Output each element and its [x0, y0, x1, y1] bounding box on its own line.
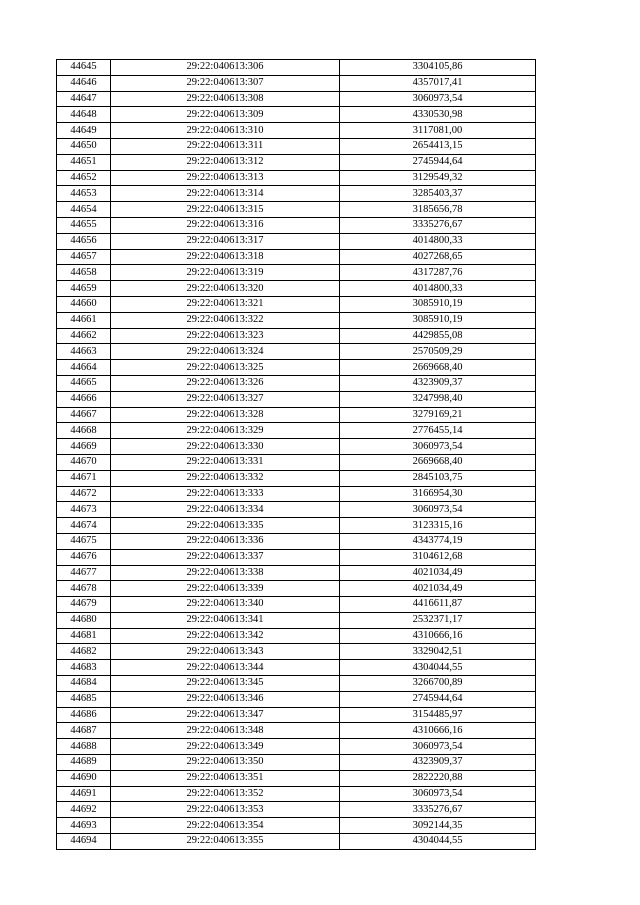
cadastral-number-cell: 29:22:040613:323 [111, 328, 340, 344]
cadastral-value-cell: 4323909,37 [340, 755, 536, 771]
table-row [57, 233, 536, 249]
table-row [57, 423, 536, 439]
cadastral-value-cell: 4310666,16 [340, 723, 536, 739]
cadastral-value-cell: 2570509,29 [340, 344, 536, 360]
table-row [57, 265, 536, 281]
table-row [57, 439, 536, 455]
cadastral-value-cell: 3060973,54 [340, 786, 536, 802]
row-number-cell: 44653 [57, 186, 111, 202]
table-row [57, 123, 536, 139]
cadastral-number-cell: 29:22:040613:338 [111, 565, 340, 581]
row-number-cell: 44651 [57, 154, 111, 170]
cadastral-number-cell: 29:22:040613:329 [111, 423, 340, 439]
table-row [57, 249, 536, 265]
cadastral-number-cell: 29:22:040613:348 [111, 723, 340, 739]
row-number-cell: 44674 [57, 518, 111, 534]
cadastral-number-cell: 29:22:040613:319 [111, 265, 340, 281]
row-number-cell: 44659 [57, 281, 111, 297]
cadastral-number-cell: 29:22:040613:327 [111, 391, 340, 407]
table-row [57, 486, 536, 502]
cadastral-value-cell: 3123315,16 [340, 518, 536, 534]
row-number-cell: 44682 [57, 644, 111, 660]
cadastral-value-cell: 4323909,37 [340, 375, 536, 391]
table-row [57, 91, 536, 107]
table-row [57, 707, 536, 723]
table-row [57, 723, 536, 739]
table-row [57, 328, 536, 344]
table-row [57, 75, 536, 91]
table-row [57, 628, 536, 644]
row-number-cell: 44683 [57, 660, 111, 676]
cadastral-number-cell: 29:22:040613:318 [111, 249, 340, 265]
row-number-cell: 44677 [57, 565, 111, 581]
cadastral-value-cell: 4014800,33 [340, 281, 536, 297]
row-number-cell: 44665 [57, 375, 111, 391]
cadastral-value-cell: 2745944,64 [340, 691, 536, 707]
cadastral-number-cell: 29:22:040613:337 [111, 549, 340, 565]
cadastral-value-cell: 2654413,15 [340, 138, 536, 154]
table-row [57, 518, 536, 534]
cadastral-value-cell: 3247998,40 [340, 391, 536, 407]
cadastral-value-cell: 3154485,97 [340, 707, 536, 723]
cadastral-number-cell: 29:22:040613:308 [111, 91, 340, 107]
table-row [57, 755, 536, 771]
cadastral-value-cell: 2822220,88 [340, 770, 536, 786]
table-row [57, 597, 536, 613]
cadastral-number-cell: 29:22:040613:351 [111, 770, 340, 786]
cadastral-number-cell: 29:22:040613:342 [111, 628, 340, 644]
table-row [57, 818, 536, 834]
row-number-cell: 44690 [57, 770, 111, 786]
cadastral-number-cell: 29:22:040613:309 [111, 107, 340, 123]
row-number-cell: 44657 [57, 249, 111, 265]
cadastral-number-cell: 29:22:040613:334 [111, 502, 340, 518]
table-row [57, 533, 536, 549]
cadastral-value-cell: 3335276,67 [340, 802, 536, 818]
cadastral-number-cell: 29:22:040613:325 [111, 360, 340, 376]
cadastral-value-cell: 4330530,98 [340, 107, 536, 123]
cadastral-value-cell: 3085910,19 [340, 312, 536, 328]
cadastral-number-cell: 29:22:040613:350 [111, 755, 340, 771]
cadastral-number-cell: 29:22:040613:339 [111, 581, 340, 597]
table-row [57, 217, 536, 233]
cadastral-value-cell: 3279169,21 [340, 407, 536, 423]
cadastral-number-cell: 29:22:040613:312 [111, 154, 340, 170]
row-number-cell: 44670 [57, 454, 111, 470]
row-number-cell: 44652 [57, 170, 111, 186]
row-number-cell: 44689 [57, 755, 111, 771]
row-number-cell: 44679 [57, 597, 111, 613]
cadastral-number-cell: 29:22:040613:355 [111, 834, 340, 850]
row-number-cell: 44694 [57, 834, 111, 850]
cadastral-value-cell: 3304105,86 [340, 60, 536, 76]
table-row [57, 344, 536, 360]
cadastral-number-cell: 29:22:040613:341 [111, 612, 340, 628]
cadastral-number-cell: 29:22:040613:316 [111, 217, 340, 233]
cadastral-number-cell: 29:22:040613:336 [111, 533, 340, 549]
cadastral-value-table [56, 59, 536, 850]
row-number-cell: 44649 [57, 123, 111, 139]
row-number-cell: 44676 [57, 549, 111, 565]
row-number-cell: 44645 [57, 60, 111, 76]
cadastral-value-cell: 2532371,17 [340, 612, 536, 628]
cadastral-value-cell: 4304044,55 [340, 660, 536, 676]
row-number-cell: 44656 [57, 233, 111, 249]
cadastral-value-cell: 3085910,19 [340, 296, 536, 312]
table-row [57, 454, 536, 470]
table-row [57, 786, 536, 802]
row-number-cell: 44655 [57, 217, 111, 233]
table-row [57, 375, 536, 391]
table-row [57, 691, 536, 707]
cadastral-number-cell: 29:22:040613:349 [111, 739, 340, 755]
table-body [57, 60, 536, 850]
cadastral-value-cell: 4014800,33 [340, 233, 536, 249]
table-row [57, 138, 536, 154]
table-row [57, 470, 536, 486]
row-number-cell: 44666 [57, 391, 111, 407]
cadastral-value-cell: 3329042,51 [340, 644, 536, 660]
cadastral-value-cell: 3335276,67 [340, 217, 536, 233]
cadastral-value-cell: 3129549,32 [340, 170, 536, 186]
cadastral-number-cell: 29:22:040613:307 [111, 75, 340, 91]
cadastral-value-cell: 2669668,40 [340, 454, 536, 470]
cadastral-number-cell: 29:22:040613:320 [111, 281, 340, 297]
cadastral-number-cell: 29:22:040613:340 [111, 597, 340, 613]
cadastral-number-cell: 29:22:040613:354 [111, 818, 340, 834]
row-number-cell: 44678 [57, 581, 111, 597]
cadastral-value-cell: 4317287,76 [340, 265, 536, 281]
cadastral-number-cell: 29:22:040613:324 [111, 344, 340, 360]
row-number-cell: 44680 [57, 612, 111, 628]
cadastral-value-cell: 2845103,75 [340, 470, 536, 486]
table-row [57, 391, 536, 407]
cadastral-number-cell: 29:22:040613:322 [111, 312, 340, 328]
cadastral-number-cell: 29:22:040613:335 [111, 518, 340, 534]
cadastral-number-cell: 29:22:040613:352 [111, 786, 340, 802]
row-number-cell: 44672 [57, 486, 111, 502]
row-number-cell: 44660 [57, 296, 111, 312]
cadastral-value-cell: 4021034,49 [340, 565, 536, 581]
cadastral-number-cell: 29:22:040613:315 [111, 202, 340, 218]
row-number-cell: 44685 [57, 691, 111, 707]
table-row [57, 660, 536, 676]
row-number-cell: 44673 [57, 502, 111, 518]
table-row [57, 676, 536, 692]
table-row [57, 565, 536, 581]
cadastral-number-cell: 29:22:040613:330 [111, 439, 340, 455]
cadastral-value-cell: 3266700,89 [340, 676, 536, 692]
row-number-cell: 44667 [57, 407, 111, 423]
table-row [57, 502, 536, 518]
cadastral-number-cell: 29:22:040613:346 [111, 691, 340, 707]
cadastral-number-cell: 29:22:040613:317 [111, 233, 340, 249]
row-number-cell: 44675 [57, 533, 111, 549]
cadastral-number-cell: 29:22:040613:311 [111, 138, 340, 154]
cadastral-value-cell: 3117081,00 [340, 123, 536, 139]
cadastral-value-cell: 3285403,37 [340, 186, 536, 202]
table-row [57, 612, 536, 628]
table-row [57, 186, 536, 202]
cadastral-value-cell: 4429855,08 [340, 328, 536, 344]
table-row [57, 360, 536, 376]
cadastral-value-cell: 3104612,68 [340, 549, 536, 565]
table-row [57, 296, 536, 312]
table-row [57, 107, 536, 123]
cadastral-number-cell: 29:22:040613:326 [111, 375, 340, 391]
row-number-cell: 44687 [57, 723, 111, 739]
cadastral-value-cell: 2776455,14 [340, 423, 536, 439]
cadastral-value-cell: 3166954,30 [340, 486, 536, 502]
row-number-cell: 44663 [57, 344, 111, 360]
cadastral-value-cell: 4343774,19 [340, 533, 536, 549]
table-row [57, 202, 536, 218]
table-row [57, 581, 536, 597]
row-number-cell: 44691 [57, 786, 111, 802]
row-number-cell: 44669 [57, 439, 111, 455]
cadastral-value-cell: 3185656,78 [340, 202, 536, 218]
row-number-cell: 44662 [57, 328, 111, 344]
row-number-cell: 44654 [57, 202, 111, 218]
cadastral-value-cell: 4021034,49 [340, 581, 536, 597]
table-row [57, 549, 536, 565]
row-number-cell: 44658 [57, 265, 111, 281]
row-number-cell: 44668 [57, 423, 111, 439]
cadastral-number-cell: 29:22:040613:306 [111, 60, 340, 76]
row-number-cell: 44686 [57, 707, 111, 723]
table-row [57, 60, 536, 76]
row-number-cell: 44692 [57, 802, 111, 818]
table-row [57, 170, 536, 186]
cadastral-number-cell: 29:22:040613:345 [111, 676, 340, 692]
cadastral-number-cell: 29:22:040613:313 [111, 170, 340, 186]
row-number-cell: 44681 [57, 628, 111, 644]
row-number-cell: 44647 [57, 91, 111, 107]
cadastral-value-cell: 3060973,54 [340, 739, 536, 755]
table-row [57, 312, 536, 328]
table-row [57, 770, 536, 786]
cadastral-number-cell: 29:22:040613:333 [111, 486, 340, 502]
table-row [57, 281, 536, 297]
row-number-cell: 44664 [57, 360, 111, 376]
row-number-cell: 44693 [57, 818, 111, 834]
table-row [57, 407, 536, 423]
cadastral-value-cell: 3092144,35 [340, 818, 536, 834]
cadastral-value-cell: 4310666,16 [340, 628, 536, 644]
table-row [57, 802, 536, 818]
cadastral-value-cell: 2669668,40 [340, 360, 536, 376]
cadastral-number-cell: 29:22:040613:332 [111, 470, 340, 486]
cadastral-number-cell: 29:22:040613:353 [111, 802, 340, 818]
cadastral-number-cell: 29:22:040613:331 [111, 454, 340, 470]
table-row [57, 739, 536, 755]
cadastral-value-cell: 3060973,54 [340, 91, 536, 107]
table-row [57, 154, 536, 170]
cadastral-number-cell: 29:22:040613:314 [111, 186, 340, 202]
row-number-cell: 44646 [57, 75, 111, 91]
row-number-cell: 44688 [57, 739, 111, 755]
row-number-cell: 44650 [57, 138, 111, 154]
table-row [57, 834, 536, 850]
row-number-cell: 44648 [57, 107, 111, 123]
table-row [57, 644, 536, 660]
cadastral-value-cell: 4304044,55 [340, 834, 536, 850]
cadastral-value-cell: 4027268,65 [340, 249, 536, 265]
cadastral-value-cell: 4416611,87 [340, 597, 536, 613]
cadastral-value-cell: 2745944,64 [340, 154, 536, 170]
row-number-cell: 44661 [57, 312, 111, 328]
cadastral-value-cell: 4357017,41 [340, 75, 536, 91]
cadastral-number-cell: 29:22:040613:344 [111, 660, 340, 676]
cadastral-number-cell: 29:22:040613:310 [111, 123, 340, 139]
cadastral-value-cell: 3060973,54 [340, 502, 536, 518]
cadastral-value-cell: 3060973,54 [340, 439, 536, 455]
row-number-cell: 44671 [57, 470, 111, 486]
cadastral-number-cell: 29:22:040613:328 [111, 407, 340, 423]
row-number-cell: 44684 [57, 676, 111, 692]
cadastral-number-cell: 29:22:040613:347 [111, 707, 340, 723]
cadastral-number-cell: 29:22:040613:321 [111, 296, 340, 312]
cadastral-number-cell: 29:22:040613:343 [111, 644, 340, 660]
